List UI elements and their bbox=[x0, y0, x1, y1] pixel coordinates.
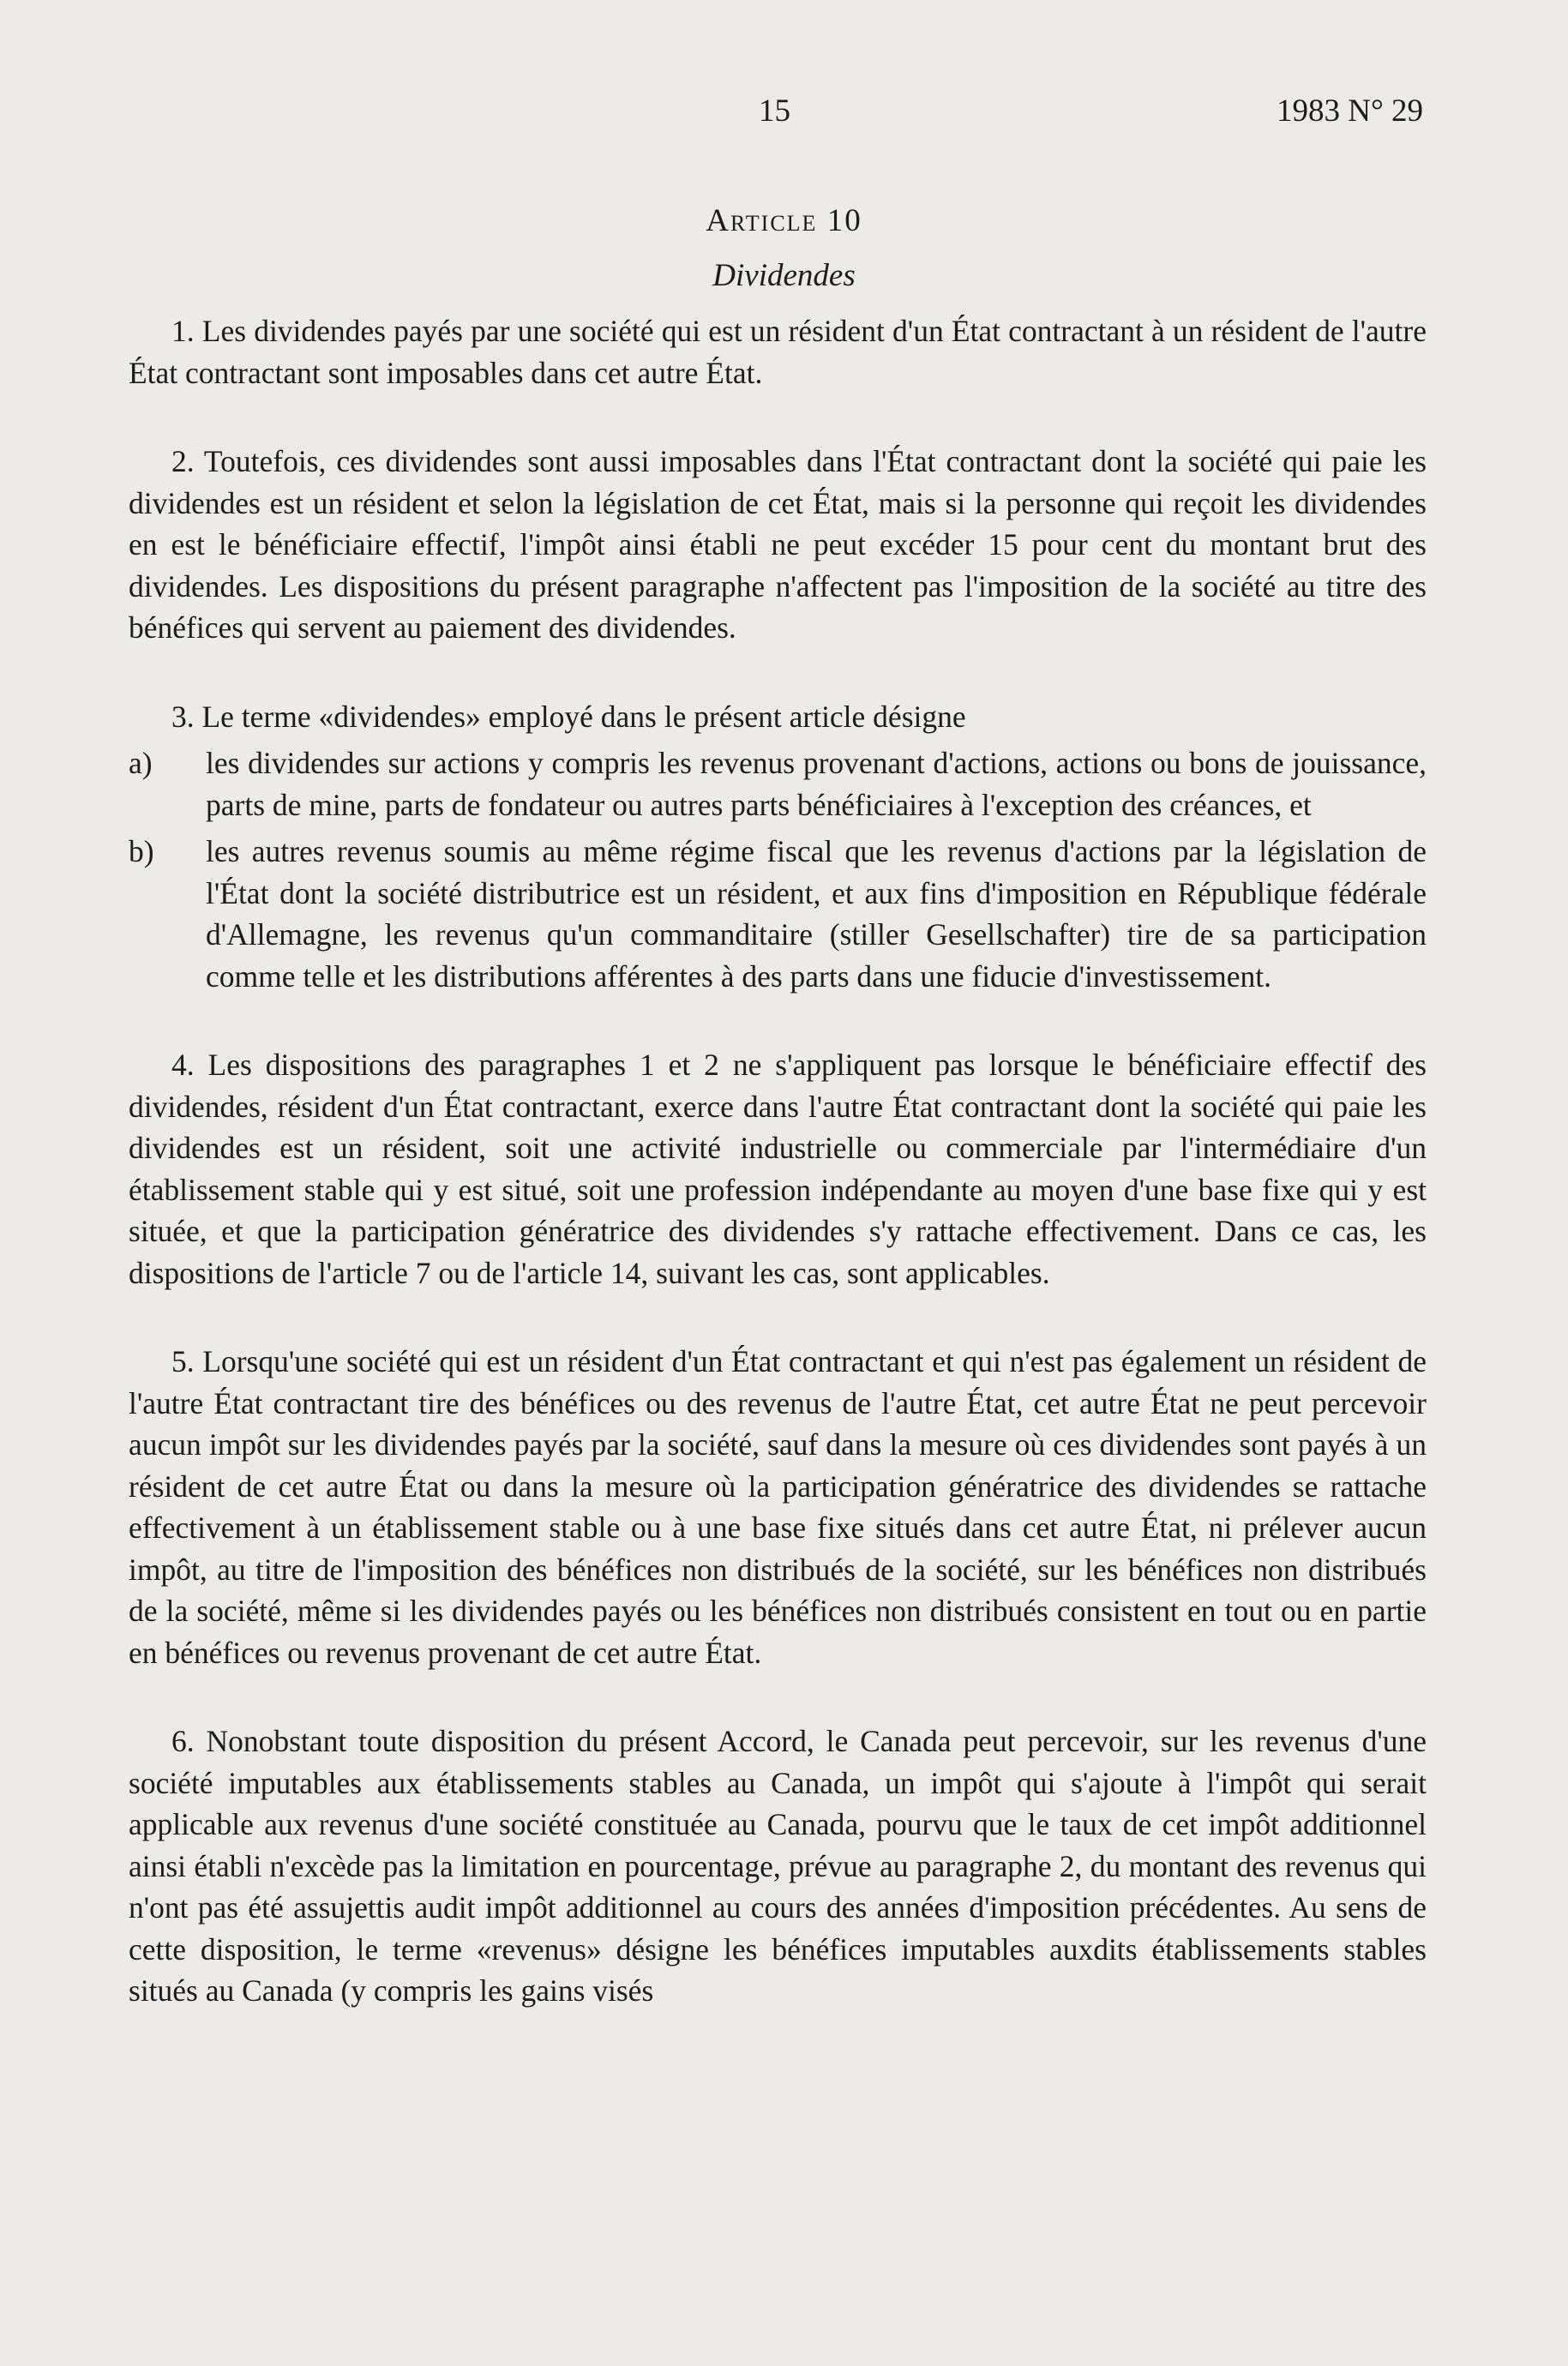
list-item-text: les autres revenus soumis au même régime fiscal que les revenus d'actions par la législation de l'État dont la société distributrice est un résident, et aux fins d'imposition en République fédérale d'Allemagne, les revenus qu'un commanditaire (stiller Gesellschafter) tire de sa participation comme telle et les distributions afférentes à des parts dans une fiducie d'investissement. bbox=[206, 834, 1427, 994]
paragraph-1: 1. Les dividendes payés par une société qui est un résident d'un État contractant à un résident de l'autre État contractant sont imposables dans cet autre État. bbox=[129, 314, 1427, 390]
article-body bbox=[129, 310, 1427, 2059]
list-item-a bbox=[129, 742, 1427, 826]
paragraph-4: 4. Les dispositions des paragraphes 1 et 2 ne s'appliquent pas lorsque le bénéficiaire effectif des dividendes, résident d'un État contractant, exerce dans l'autre État contractant dont la société qui paie les dividendes est un résident, soit une activité industrielle ou commerciale par l'intermédiaire d'un établissement stable qui y est situé, soit une profession indépendante au moyen d'une base fixe qui y est située, et que la participation génératrice des dividendes s'y rattache effectivement. Dans ce cas, les dispositions de l'article 7 ou de l'article 14, suivant les cas, sont applicables. bbox=[129, 1048, 1427, 1290]
article-title: Article 10 bbox=[706, 203, 862, 238]
paragraph-2: 2. Toutefois, ces dividendes sont aussi imposables dans l'État contractant dont la société qui paie les dividendes est un résident et selon la législation de cet État, mais si la personne qui reçoit les dividendes en est le bénéficiaire effectif, l'impôt ainsi établi ne peut excéder 15 pour cent du montant brut des dividendes. Les dispositions du présent paragraphe n'affectent pas l'imposition de la société au titre des bénéfices qui servent au paiement des dividendes. bbox=[129, 444, 1427, 645]
list-item-b bbox=[129, 831, 1427, 997]
paragraph-5: 5. Lorsqu'une société qui est un résident d'un État contractant et qui n'est pas également un résident de l'autre État contractant tire des bénéfices ou des revenus de l'autre État, cet autre État ne peut percevoir aucun impôt sur les dividendes payés par la société, sauf dans la mesure où ces dividendes sont payés à un résident de cet autre État ou dans la mesure où la participation génératrice des dividendes se rattache effectivement à un établissement stable ou à une base fixe situés dans cet autre État, ni prélever aucun impôt, au titre de l'imposition des bénéfices non distribués de la société, sur les bénéfices non distribués de la société, même si les dividendes payés ou les bénéfices non distribués consistent en tout ou en partie en bénéfices ou revenus provenant de cet autre État. bbox=[129, 1344, 1427, 1670]
list-item-letter: b) bbox=[129, 834, 154, 868]
gazette-reference: 1983 N° 29 bbox=[1276, 93, 1423, 129]
list-item-letter: a) bbox=[129, 746, 153, 780]
page-header bbox=[129, 93, 1423, 144]
article-subtitle: Dividendes bbox=[712, 258, 856, 293]
list-item-text: les dividendes sur actions y compris les revenus provenant d'actions, actions ou bons de jouissance, parts de mine, parts de fondateur ou autres parts bénéficiaires à l'exception des créances, et bbox=[206, 746, 1427, 822]
paragraph-6: 6. Nonobstant toute disposition du présent Accord, le Canada peut percevoir, sur les revenus d'une société imputables aux établissements stables au Canada, un impôt qui s'ajoute à l'impôt qui serait applicable aux revenus d'une société constituée au Canada, pourvu que le taux de cet impôt additionnel ainsi établi n'excède pas la limitation en pourcentage, prévue au paragraphe 2, du montant des revenus qui n'ont pas été assujettis audit impôt additionnel au cours des années d'imposition précédentes. Au sens de cette disposition, le terme «revenus» désigne les bénéfices imputables auxdits établissements stables situés au Canada (y compris les gains visés bbox=[129, 1724, 1427, 2008]
page-number: 15 bbox=[759, 93, 790, 129]
paragraph-3-intro: 3. Le terme «dividendes» employé dans le présent article désigne bbox=[171, 699, 966, 734]
